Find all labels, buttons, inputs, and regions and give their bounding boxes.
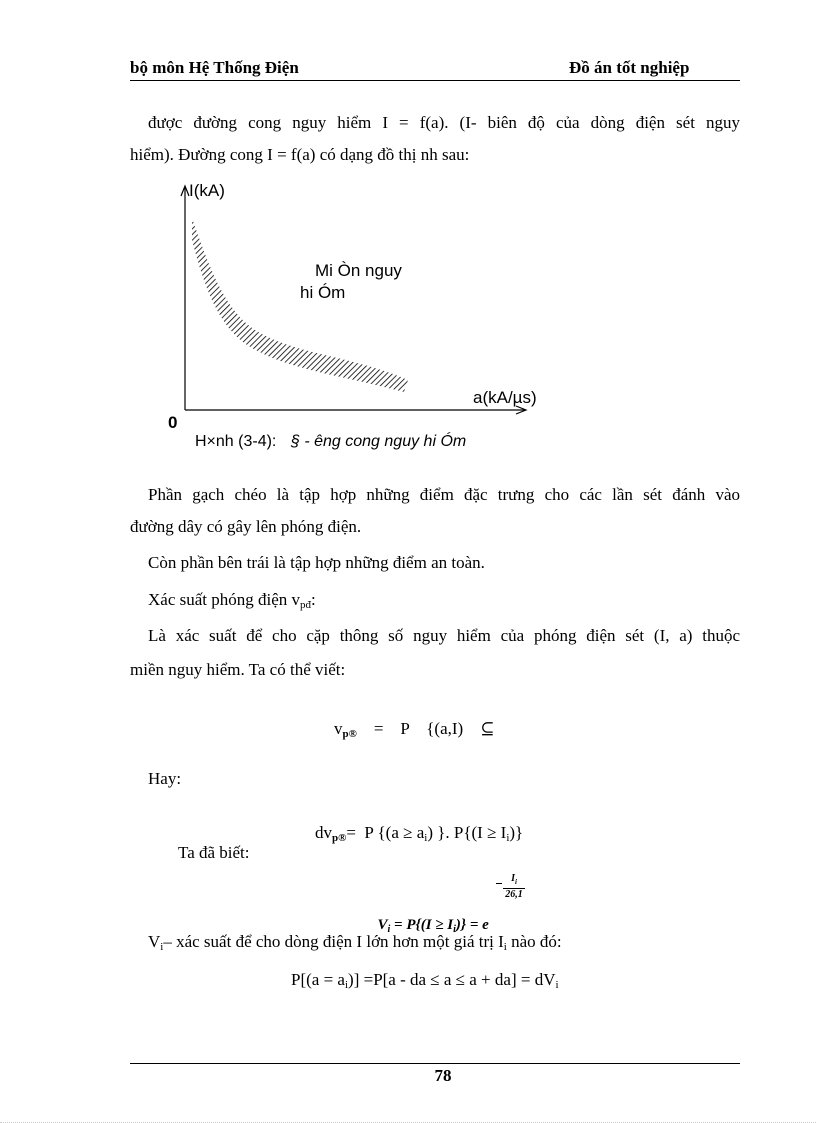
paragraph-3: Xác suất phóng điện $v_{pđ}$: <box>148 590 316 611</box>
figure-caption-title: § - êng cong nguy hi Óm <box>291 433 467 450</box>
formula-vpd: $v_{p®}$ = P {(a,I) ⊆ <box>334 719 495 740</box>
paragraph-4-line-2: miền nguy hiểm. Ta có thể viết: <box>130 660 346 679</box>
page-number: 78 <box>434 1066 452 1085</box>
region-label-2: hi Óm <box>300 283 346 302</box>
region-label-1: Mi Òn nguy <box>315 261 402 280</box>
formula-vi-exponential: $V_i = P\{(I \ge I_i)\} = e$ <box>377 917 489 935</box>
paragraph-1-line-2: đường dây có gây lên phóng điện. <box>130 517 362 536</box>
exponent-minus <box>496 883 502 884</box>
figure-caption-number: H×nh (3-4): <box>195 433 277 450</box>
vi-definition: $V_i-$ xác suất để cho dòng điện I lớn hơn một giá trị $I_i$ nào đó: <box>148 932 562 953</box>
intro-line-2: hiểm). Đường cong I = f(a) có dạng đồ thị nh sau: <box>130 145 470 164</box>
danger-curve-figure <box>160 170 560 460</box>
paragraph-4-line-1: Là xác suất để cho cặp thông số nguy hiểm của phóng điện sét (I, a) thuộc <box>148 626 740 645</box>
paragraph-2: Còn phần bên trái là tập hợp những điểm an toàn. <box>148 553 485 572</box>
y-axis-label: I(kA) <box>189 181 225 200</box>
header-right: Đồ án tốt nghiệp <box>569 58 690 77</box>
formula-dvpd: $dv_{p®}= P$ {$(a \ge a_i)$ }. $P\{(I \ge I_i)\}$ <box>315 823 524 844</box>
hay-label: Hay: <box>148 769 182 788</box>
hatched-danger-band <box>192 218 408 392</box>
footer-rule <box>130 1063 740 1064</box>
header-rule <box>130 80 740 81</box>
ta-da-biet-label: Ta đã biết: <box>178 843 250 862</box>
x-axis-label: a(kA/µs) <box>473 388 537 407</box>
intro-line-1: được đường cong nguy hiểm I = f(a). (I- biên độ của dòng điện sét nguy <box>148 113 740 132</box>
formula-exponent: $I_i$ 26,1 <box>503 873 525 900</box>
origin-label: 0 <box>168 413 178 432</box>
formula-probability: $P[(a = a_i)] =P[a$ - da ≤ $a \le a + da] = dV_i$ <box>291 970 559 991</box>
header-left: bộ môn Hệ Thống Điện <box>130 58 299 77</box>
paragraph-1-line-1: Phần gạch chéo là tập hợp những điểm đặc trưng cho các lần sét đánh vào <box>148 485 740 504</box>
